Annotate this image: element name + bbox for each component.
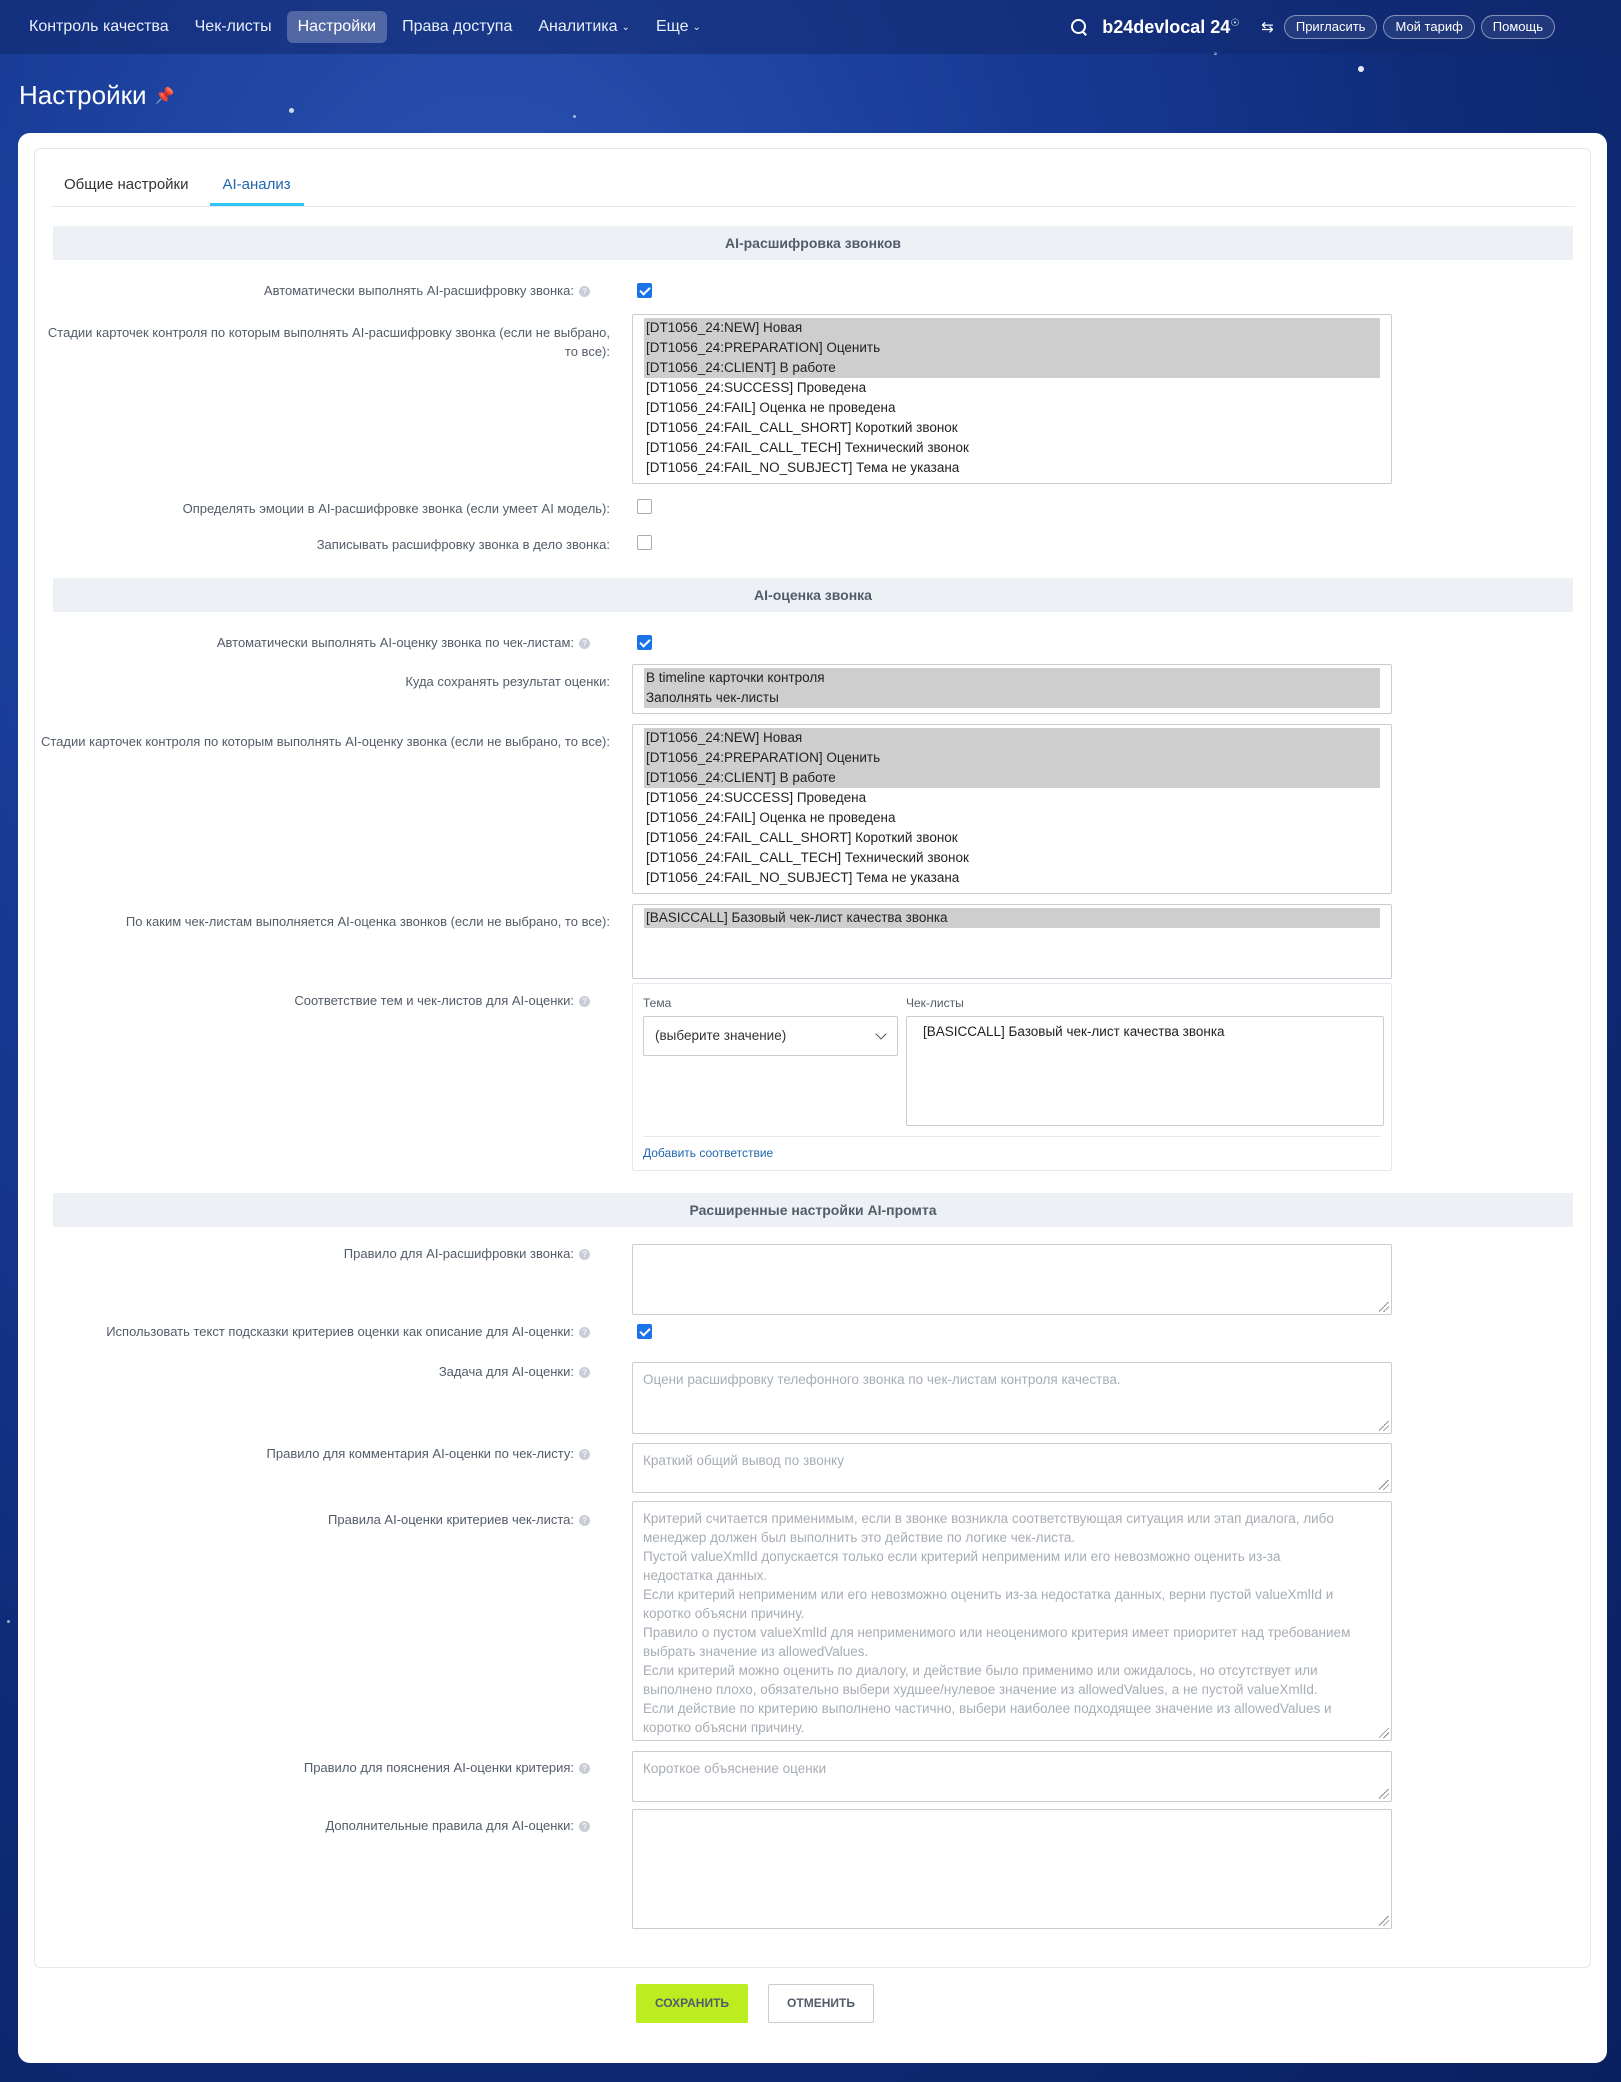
main-nav bbox=[0, 0, 716, 54]
emotions-label bbox=[10, 499, 610, 518]
nav-label: Аналитика bbox=[538, 18, 618, 35]
label-text: Использовать текст подсказки критериев оценки как описание для AI-оценки: bbox=[106, 1324, 574, 1339]
help-button[interactable]: Помощь bbox=[1481, 15, 1555, 39]
list-option[interactable]: [DT1056_24:NEW] Новая bbox=[644, 728, 1380, 748]
label-text: Автоматически выполнять AI-расшифровку звонка: bbox=[263, 283, 574, 298]
evaluation-stages-label bbox=[0, 732, 610, 751]
section-header-evaluation: AI-оценка звонка bbox=[53, 578, 1573, 612]
nav-item-analytics[interactable] bbox=[527, 11, 641, 43]
tab-general-settings[interactable]: Общие настройки bbox=[64, 176, 189, 193]
list-option[interactable]: [DT1056_24:FAIL_NO_SUBJECT] Тема не указана bbox=[646, 870, 960, 885]
label-text: Правило для комментария AI-оценки по чек-листу: bbox=[266, 1446, 574, 1461]
textarea-line: Если действие по критерию выполнено частично, выбери наиболее подходящее значение из allowedValues и bbox=[643, 1701, 1332, 1716]
comment-rule-textarea[interactable] bbox=[632, 1443, 1392, 1493]
portal-name-text: b24devlocal bbox=[1102, 16, 1206, 37]
textarea-line: коротко объясни причину. bbox=[643, 1720, 805, 1735]
help-hint-icon[interactable]: ? bbox=[579, 1249, 590, 1260]
use-hint-label bbox=[0, 1322, 590, 1341]
list-option[interactable]: [DT1056_24:SUCCESS] Проведена bbox=[646, 380, 867, 395]
list-option[interactable]: [BASICCALL] Базовый чек-лист качества звонка bbox=[923, 1024, 1225, 1039]
checklists-multiselect[interactable] bbox=[632, 904, 1392, 979]
explain-rule-label bbox=[0, 1758, 590, 1777]
mapping-label bbox=[0, 991, 590, 1010]
transcription-stages-multiselect[interactable] bbox=[632, 314, 1392, 484]
emotions-checkbox[interactable] bbox=[637, 499, 652, 514]
list-option[interactable]: [DT1056_24:SUCCESS] Проведена bbox=[646, 790, 867, 805]
chevron-down-icon: ⌄ bbox=[692, 22, 701, 33]
mapping-checklists-multiselect[interactable] bbox=[906, 1016, 1384, 1126]
textarea-placeholder: Короткое объяснение оценки bbox=[643, 1761, 827, 1776]
label-text: Записывать расшифровку звонка в дело звонка: bbox=[316, 537, 610, 552]
chevron-down-icon: ⌄ bbox=[621, 22, 630, 33]
nav-item-settings[interactable] bbox=[287, 11, 387, 43]
label-text: Автоматически выполнять AI-оценку звонка по чек-листам: bbox=[216, 635, 574, 650]
sliders-icon[interactable]: ⇆ bbox=[1261, 19, 1274, 36]
textarea-line: выбрать значение из allowedValues. bbox=[643, 1644, 869, 1659]
cancel-button[interactable]: ОТМЕНИТЬ bbox=[768, 1984, 874, 2023]
pin-icon[interactable]: 📌 bbox=[154, 87, 175, 105]
settings-card bbox=[34, 148, 1591, 1968]
background-star bbox=[1358, 66, 1364, 72]
nav-label: Еще bbox=[655, 18, 689, 35]
list-option[interactable]: Заполнять чек-листы bbox=[644, 688, 1380, 708]
list-option[interactable]: [DT1056_24:FAIL_CALL_TECH] Технический звонок bbox=[646, 850, 969, 865]
label-text: Задача для AI-оценки: bbox=[438, 1364, 574, 1379]
textarea-line: Критерий считается применимым, если в звонке возникла соответствующая ситуация или этап диалога, либо bbox=[643, 1511, 1334, 1526]
list-option[interactable]: [DT1056_24:NEW] Новая bbox=[644, 318, 1380, 338]
task-label bbox=[0, 1362, 590, 1381]
topic-select[interactable] bbox=[643, 1016, 898, 1056]
textarea-line: Правило о пустом valueXmlId для неприменимого или неоценимого критерия имеет приоритет над требованием bbox=[643, 1625, 1351, 1640]
help-hint-icon[interactable]: ? bbox=[579, 1327, 590, 1338]
help-hint-icon[interactable]: ? bbox=[579, 1763, 590, 1774]
save-result-multiselect[interactable] bbox=[632, 664, 1392, 714]
background-star bbox=[573, 115, 576, 118]
page-title bbox=[19, 80, 174, 111]
save-button[interactable]: СОХРАНИТЬ bbox=[636, 1984, 748, 2023]
criteria-rules-label bbox=[0, 1510, 590, 1529]
portal-suffix: 24 bbox=[1210, 16, 1231, 37]
criteria-rules-textarea[interactable] bbox=[632, 1501, 1392, 1741]
textarea-line: коротко объясни причину. bbox=[643, 1606, 805, 1621]
label-text: Правило для пояснения AI-оценки критерия: bbox=[303, 1760, 574, 1775]
label-text: Определять эмоции в AI-расшифровке звонка (если умеет AI модель): bbox=[182, 501, 610, 516]
textarea-line: Пустой valueXmlId допускается только если критерий неприменим или его невозможно оценить из-за bbox=[643, 1549, 1281, 1564]
transcription-auto-label bbox=[0, 281, 590, 300]
background-star bbox=[289, 108, 294, 113]
list-option[interactable]: [DT1056_24:FAIL_CALL_TECH] Технический звонок bbox=[646, 440, 969, 455]
evaluation-auto-label bbox=[0, 633, 590, 652]
topic-checklist-mapping bbox=[632, 983, 1392, 1171]
write-transcription-checkbox[interactable] bbox=[637, 535, 652, 550]
label-text: Соответствие тем и чек-листов для AI-оценки: bbox=[294, 993, 574, 1008]
label-text: Правило для AI-расшифровки звонка: bbox=[343, 1246, 574, 1261]
extra-rules-label bbox=[0, 1816, 590, 1835]
use-hint-checkbox[interactable] bbox=[637, 1324, 652, 1339]
evaluation-stages-multiselect[interactable] bbox=[632, 724, 1392, 894]
list-option[interactable]: [DT1056_24:FAIL_NO_SUBJECT] Тема не указана bbox=[646, 460, 960, 475]
textarea-placeholder: Краткий общий вывод по звонку bbox=[643, 1453, 844, 1468]
add-mapping-link[interactable]: Добавить соответствие bbox=[643, 1146, 774, 1160]
settings-sheet bbox=[18, 133, 1607, 2063]
nav-item-checklists[interactable] bbox=[184, 11, 283, 43]
list-option[interactable]: В timeline карточки контроля bbox=[644, 668, 1380, 688]
nav-label: Настройки bbox=[297, 18, 377, 35]
nav-item-more[interactable] bbox=[645, 11, 712, 43]
textarea-line: выполнено плохо, обязательно выбери худшее/нулевое значение из allowedValues, а не пустой valueXmlId. bbox=[643, 1682, 1318, 1697]
checklists-column-header: Чек-листы bbox=[906, 996, 964, 1010]
help-hint-icon[interactable]: ? bbox=[579, 638, 590, 649]
transcription-rule-textarea[interactable] bbox=[632, 1244, 1392, 1315]
help-hint-icon[interactable]: ? bbox=[579, 996, 590, 1007]
nav-label: Контроль качества bbox=[29, 18, 169, 35]
chevron-down-icon bbox=[875, 1028, 886, 1039]
topic-column-header: Тема bbox=[643, 996, 672, 1010]
help-hint-icon[interactable]: ? bbox=[579, 1449, 590, 1460]
textarea-line: Если критерий неприменим или его невозможно оценить из-за недостатка данных, верни пустой valueXmlId и bbox=[643, 1587, 1334, 1602]
list-option[interactable]: [DT1056_24:CLIENT] В работе bbox=[644, 768, 1380, 788]
label-text: то все): bbox=[564, 344, 610, 359]
section-header-transcription: AI-расшифровка звонков bbox=[53, 226, 1573, 260]
write-transcription-label bbox=[10, 535, 610, 554]
search-icon[interactable] bbox=[1070, 18, 1088, 36]
help-hint-icon[interactable]: ? bbox=[579, 1515, 590, 1526]
label-text: Дополнительные правила для AI-оценки: bbox=[325, 1818, 574, 1833]
list-option[interactable]: [DT1056_24:PREPARATION] Оценить bbox=[644, 338, 1380, 358]
transcription-stages-label bbox=[10, 323, 610, 361]
list-option[interactable]: [DT1056_24:FAIL] Оценка не проведена bbox=[646, 400, 896, 415]
top-right-area bbox=[1070, 0, 1561, 54]
nav-item-quality-control[interactable] bbox=[18, 11, 180, 43]
label-text: Стадии карточек контроля по которым выполнять AI-расшифровку звонка (если не выбрано, bbox=[47, 325, 610, 340]
nav-item-access-rights[interactable] bbox=[391, 11, 523, 43]
background-star bbox=[7, 1620, 10, 1623]
status-dot-icon: ☉ bbox=[1230, 17, 1240, 29]
list-option[interactable]: [BASICCALL] Базовый чек-лист качества звонка bbox=[644, 908, 1380, 928]
label-text: Куда сохранять результат оценки: bbox=[405, 674, 610, 689]
checklists-label bbox=[10, 912, 610, 931]
section-header-prompt: Расширенные настройки AI-промта bbox=[53, 1193, 1573, 1227]
textarea-line: недостатка данных. bbox=[643, 1568, 768, 1583]
label-text: Стадии карточек контроля по которым выполнять AI-оценку звонка (если не выбрано, то все): bbox=[40, 734, 610, 749]
list-option[interactable]: [DT1056_24:PREPARATION] Оценить bbox=[644, 748, 1380, 768]
list-option[interactable]: [DT1056_24:FAIL_CALL_SHORT] Короткий звонок bbox=[646, 420, 958, 435]
evaluation-auto-checkbox[interactable] bbox=[637, 635, 652, 650]
explain-rule-textarea[interactable] bbox=[632, 1751, 1392, 1802]
list-option[interactable]: [DT1056_24:FAIL] Оценка не проведена bbox=[646, 810, 896, 825]
label-text: Правила AI-оценки критериев чек-листа: bbox=[328, 1512, 574, 1527]
select-value: (выберите значение) bbox=[655, 1028, 787, 1043]
textarea-line: Если критерий можно оценить по диалогу, и действие было применимо или ожидалось, но отсутствует или bbox=[643, 1663, 1318, 1678]
top-bar bbox=[0, 0, 1621, 54]
tabs bbox=[51, 149, 1575, 207]
nav-label: Чек-листы bbox=[194, 18, 272, 35]
transcription-auto-checkbox[interactable] bbox=[637, 283, 652, 298]
list-option[interactable]: [DT1056_24:FAIL_CALL_SHORT] Короткий звонок bbox=[646, 830, 958, 845]
comment-rule-label bbox=[0, 1444, 590, 1463]
label-text: По каким чек-листам выполняется AI-оценка звонков (если не выбрано, то все): bbox=[125, 914, 610, 929]
tab-ai-analysis[interactable]: AI-анализ bbox=[210, 176, 304, 206]
page-title-text: Настройки bbox=[19, 80, 147, 110]
help-hint-icon[interactable]: ? bbox=[579, 286, 590, 297]
transcription-rule-label bbox=[0, 1244, 590, 1263]
textarea-placeholder: Оцени расшифровку телефонного звонка по чек-листам контроля качества. bbox=[643, 1372, 1121, 1387]
save-result-label bbox=[10, 672, 610, 691]
divider bbox=[643, 1136, 1381, 1137]
help-hint-icon[interactable]: ? bbox=[579, 1821, 590, 1832]
help-hint-icon[interactable]: ? bbox=[579, 1367, 590, 1378]
list-option[interactable]: [DT1056_24:CLIENT] В работе bbox=[644, 358, 1380, 378]
invite-button[interactable]: Пригласить bbox=[1284, 15, 1378, 39]
portal-name[interactable] bbox=[1102, 17, 1239, 38]
my-tariff-button[interactable]: Мой тариф bbox=[1383, 15, 1474, 39]
nav-label: Права доступа bbox=[402, 18, 513, 35]
extra-rules-textarea[interactable] bbox=[632, 1809, 1392, 1929]
task-textarea[interactable] bbox=[632, 1362, 1392, 1434]
textarea-line: менеджер должен был выполнить это действие по логике чек-листа. bbox=[643, 1530, 1076, 1545]
